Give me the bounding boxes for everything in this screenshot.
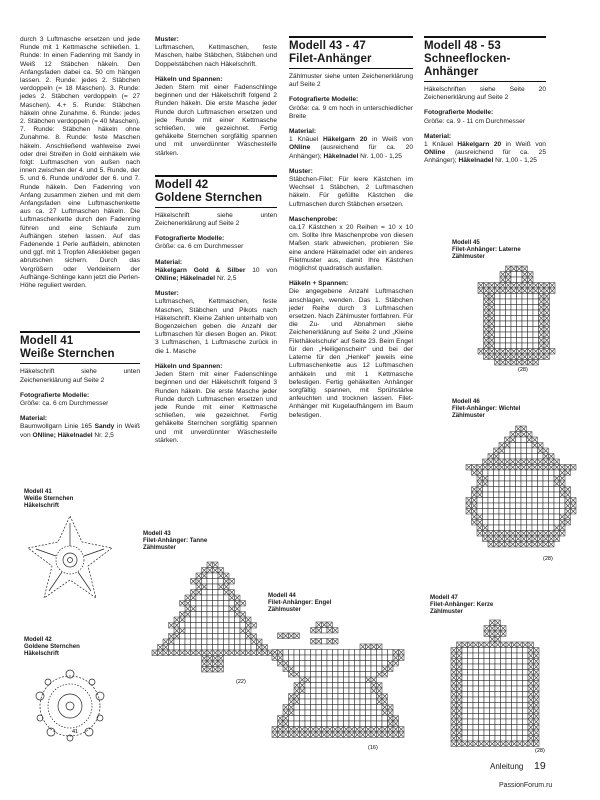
- m47-candle-chart: [451, 620, 539, 747]
- m44-count: (16): [368, 745, 378, 751]
- m43-47-subtitle: Filet-Anhänger: [289, 53, 372, 65]
- m41-star-diagram: [28, 516, 112, 598]
- m42-subtitle: Goldene Sternchen: [155, 191, 263, 204]
- m41-muster: Muster: Luftmaschen, Kettmaschen, feste Maschen, halbe Stäbchen, Stäbchen und Doppelstäbchen nach Häkelschrift.: [155, 36, 277, 68]
- column-2: [155, 36, 277, 452]
- m43-tree-chart: [152, 562, 273, 672]
- m47-count: (28): [535, 748, 545, 754]
- footer-section: Anleitung: [490, 762, 524, 771]
- m45-lantern-chart: [478, 266, 555, 365]
- m48-53-subtitle-2: Anhänger: [424, 66, 479, 78]
- m42-ref: Häkelschrift siehe unten Zeichenerklärung auf Seite 2: [155, 211, 277, 228]
- m42-muster: Muster: Luftmaschen, Kettmaschen, feste Maschen, Stäbchen und Pikots nach Häkelschrift. Kleine Zahlen unterhalb von Bogenzeichen geben die Anzahl der Luftmaschen für diesen Bogen an. Pikot: 3 Luftmaschen, 1 Luftmasche zurück in die 1. Masche: [155, 290, 277, 355]
- m48-53-title: Modell 48 - 53: [424, 40, 501, 52]
- m47-diagram-caption: Modell 47 Filet-Anhänger: Kerze Zählmuster: [430, 594, 494, 615]
- m42-material: Material: Häkelgarn Gold & Silber 10 von ONline; Häkelnadel Nr. 2,5: [155, 258, 277, 283]
- m48-foto: Fotografierte Modelle: Größe: ca. 9 - 11 cm Durchmesser: [424, 109, 526, 125]
- m43-haekeln: Häkeln + Spannen: Die angegebene Anzahl Luftmaschen anschlagen, wenden. Das 1. Stäbchen jeder Reihe durch 3 Luftmaschen ersetzen. Nach Zählmuster fortfahren. Für die Zu- und Abnahmen siehe Zeichenerklärung auf Seite 2 und „Kleine Filethäkelschule“ auf Seite 23. Beim Engel für den „Heiligenschein“ und bei der Laterne für den „Henkel“ jeweils eine Luftmaschenkette aus 12 Luftmaschen anhäkeln und mit 1 Kettmasche befestigen. Fertig gehäkelten Anhänger sorgfältig spannen, mit Sprühstärke anfeuchten und trocknen lassen. Filet-Anhänger mit Kugelaufhängern im Baum befestigen.: [289, 280, 413, 419]
- m42-diagram-caption: Modell 42 Goldene Sternchen Häkelschrift: [24, 636, 80, 657]
- m48-53-subtitle-1: Schneeflocken-: [424, 53, 511, 65]
- m42-heading: [155, 175, 277, 208]
- m45-diagram-caption: Modell 45 Filet-Anhänger: Laterne Zählmuster: [452, 239, 521, 260]
- m41-diagram-caption: Modell 41 Weiße Sternchen Häkelschrift: [24, 488, 74, 509]
- site-watermark: PassionForum.ru: [499, 782, 553, 789]
- m41-subtitle: Weiße Sternchen: [20, 348, 115, 361]
- m48-material: Material: 1 Knäuel Häkelgarn 20 in Weiß von ONline (ausreichend für ca. 25 Anhänger); Häkelnadel Nr. 1,00 - 1,25: [424, 132, 546, 165]
- m46-diagram-caption: Modell 46 Filet-Anhänger: Wichtel Zählmuster: [452, 398, 521, 419]
- m43-muster: Muster: Stäbchen-Filet: Für leere Kästchen im Wechsel 1 Stäbchen, 2 Luftmaschen häkeln. Für gefüllte Kästchen die Luftmaschen durch Stäbchen ersetzen.: [289, 167, 413, 208]
- m43-47-heading: [289, 36, 413, 69]
- m43-count: (22): [236, 679, 246, 685]
- m43-material: Material: 1 Knäuel Häkelgarn 20 in Weiß von ONline (ausreichend für ca. 20 Anhänger); Häkelnadel Nr. 1,00 - 1,25: [289, 128, 413, 160]
- m41-ref: Häkelschrift siehe unten Zeichenerklärung auf Seite 2: [20, 368, 140, 384]
- m44-angel-chart: [272, 622, 404, 738]
- m41-title: Modell 41: [20, 335, 74, 348]
- m43-probe: Maschenprobe: ca.17 Kästchen x 20 Reihen = 10 x 10 cm. Sollte Ihre Maschenprobe von diesen Maßen stark abweichen, probieren Sie eine andere Häkelnadel oder ein anderes Filetmuster aus, damit Ihre Kästchen möglichst quadratisch ausfallen.: [289, 215, 413, 273]
- m42-count-label: 41: [72, 729, 79, 735]
- column-3: [289, 36, 413, 427]
- m42-title: Modell 42: [155, 178, 209, 191]
- m43-ref: Zählmuster siehe unten Zeichenerklärung auf Seite 2: [289, 73, 413, 89]
- m45-count: (28): [518, 367, 528, 373]
- m41-heading: [20, 331, 140, 364]
- m41-foto: Fotografierte Modelle: Größe: ca. 6 cm Durchmesser: [20, 391, 109, 407]
- m42-star-diagram: [36, 670, 104, 741]
- m42-foto: Fotografierte Modelle: Größe: ca. 6 cm Durchmesser: [155, 235, 244, 251]
- m43-diagram-caption: Modell 43 Filet-Anhänger: Tanne Zählmuster: [143, 530, 208, 551]
- m48-53-heading: [424, 36, 546, 82]
- m41-haekeln: Häkeln und Spannen: Jeden Stern mit einer Fadenschlinge beginnen und der Häkelschrift folgend 2 Runden häkeln. Die erste Masche jeder Runde durch Luftmaschen ersetzen und jede Runde mit einer Kettmasche schließen, wie gezeichnet. Fertig gehäkelte Sternchen sorgfältig spannen und mit unverdünnter Wäschesteife stärken.: [155, 75, 277, 157]
- column-4: [424, 36, 546, 173]
- column-1: [20, 36, 140, 447]
- page-number: 19: [534, 760, 546, 772]
- m48-ref: Häkelschriften siehe Seite 20 Zeichenerklärung auf Seite 2: [424, 86, 546, 102]
- m41-material: Material: Baumwollgarn Linie 165 Sandy in Weiß von ONline; Häkelnadel Nr. 2,5: [20, 415, 140, 439]
- m44-diagram-caption: Modell 44 Filet-Anhänger: Engel Zählmuster: [268, 592, 332, 613]
- m42-haekeln: Häkeln und Spannen: Jeden Stern mit einer Fadenschlinge beginnen und der Häkelschrift folgend 3 Runden häkeln. Die erste Masche jeder Runde durch Luftmaschen ersetzen und jede Runde mit einer Kettmasche schließen, wie gezeichnet. Fertig gehäkelte Sternchen sorgfältig spannen und mit unverdünnter Wäschesteife stärken.: [155, 362, 277, 444]
- m46-count: (28): [543, 556, 553, 562]
- m40-instructions: durch 3 Luftmasche ersetzen und jede Runde mit 1 Kettmasche schließen. 1. Runde: In einen Fadenring mit Sandy in Weiß 12 Stäbchen häkeln. Den Anfangsfaden dabei ca. 50 cm hängen lassen. 2. Runde: jedes 2. Stäbchen verdoppeln (= 18 Maschen). 3. Runde: jedes 2. Stäbchen verdoppeln (= 27 Maschen). 4.+ 5. Runde: Stäbchen häkeln ohne Zunahme. 6. Runde: jedes 2. Stäbchen verdoppeln (= 40 Maschen). 7. Runde: Stäbchen häkeln ohne Zunahme. 8. Runde: feste Maschen häkeln. Anschließend wahlweise zwei oder drei Streifen in Gold einhäkeln wie folgt: Luftmaschen von außen nach innen zwischen der 4. und 5. Runde, der 5. und 6. Runde und/oder der 6. und 7. Runde häkeln. Den Fadenring von Anfang zusammen ziehen und mit dem Anfangsfaden eine Luftmaschenkette aus ca. 27 Luftmaschen häkeln. Die Luftmaschenkette durch den Fadenring führen und eine Schlaufe zum Aufhängen stehen lassen. Auf das Fadenende 1 Perle auffädeln, abknoten und ggf. mit 1 Tropfen Alleskleber gegen abrutschen sichern. Durch das Vergrößern oder Verkleinern der Aufhänge-Schlinge kann jetzt die Perlen-Höhe reguliert werden.: [20, 36, 140, 290]
- m43-47-title: Modell 43 - 47: [289, 40, 366, 52]
- m46-gnome-chart: [466, 426, 576, 547]
- m43-foto: Fotografierte Modelle: Größe: ca. 9 cm hoch in unterschiedlicher Breite: [289, 96, 413, 120]
